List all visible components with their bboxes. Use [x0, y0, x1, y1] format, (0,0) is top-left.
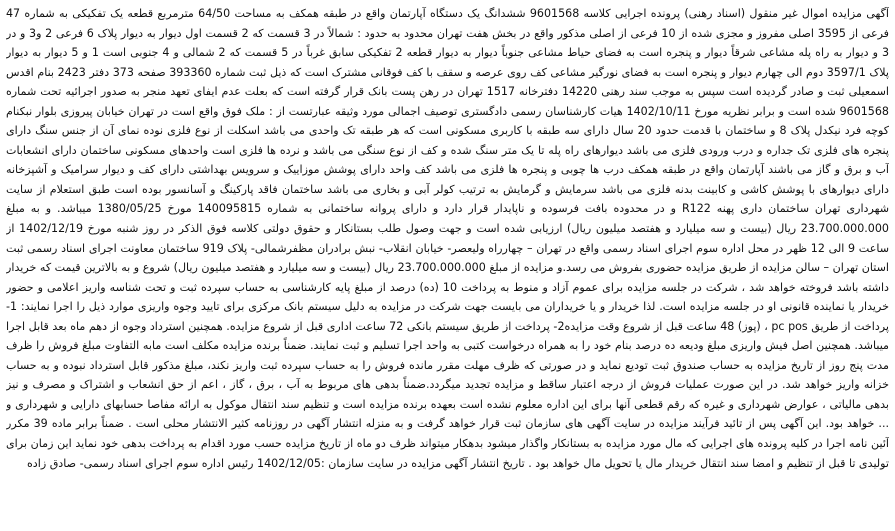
auction-notice-text: آگهی مزایده اموال غیر منقول (اسناد رهنی) پرونده اجرایی کلاسه 9601568 ششدانگ یک دستگاه آپارتمان واقع در طبقه همکف به مساحت 64/50 مترمربع قطعه یک تفکیکی به شماره 47 فرعی از 3595 اصلی مفروز و مجزی شده از 10 فرعی از اصلی مذکور واقع در بخش هفت تهران محدود به حدود : شمالاً در 3 قسمت که 2 قسمت اول دیوار به دیوار پلاک 6 فرعی 2 و3 و در 3 و دیوار به راه پله مشاعی شرقاً دیوار و پنجره است به فضای حیاط مشاعی جنوباً دیوار به دیوار قطعه 2 تفکیکی سابق غرباً در 5 قسمت که 2 شمالی و 4 جنوبی است 1 و 5 دیوار به دیوار پلاک 3597/1 دوم الی چهارم دیوار و پنجره است به فضای نورگیر مشاعی کف روی عرصه و سقف با کف فوقانی مشترک است که ذیل ثبت شماره 393360 صفحه 373 دفتر 2423 بنام اقدس اسمعیلی ثبت و صادر گردیده است سپس به موجب سند رهنی 14220 دفترخانه 1517 تهران در رهن پست بانک قرار گرفته است که بعلت عدم ایفای تعهد منجر به صدور اجرائیه تحت شماره 9601568 شده است و برابر نظریه مورخ 1402/10/11 هیات کارشناسان رسمی دادگستری توصیف اجمالی مورد وثیقه عبارتست از : ملک فوق واقع است در تهران خیابان پیروزی بلوار نبکنام کوچه فرد نیکدل پلاک 8 و ساختمان با قدمت حدود 20 سال دارای سه طبقه با کاربری مسکونی است که هر طبقه تک واحدی می باشد اسکلت از نوع فلزی نوده نمای آن از جنس سنگ دارای پنجره های فلزی تک جداره و درب ورودی فلزی می باشد دیوارهای راه پله تا یک متر سنگ شده و کف از نوع سنگی می باشد و نرده ها فلزی است واحدهای مسکونی ساختمان دارای انشعابات آب و برق و گاز می باشند آپارتمان واقع در طبقه همکف درب ها چوبی و پنجره ها فلزی می باشد کف واحد دارای پوشش موزاییک و سرویس بهداشتی دارای کف و دیوار سرامیک و آشپزخانه دارای دیوارهای با پوشش کاشی و کابینت بدنه فلزی می باشد سرمایش و گرمایش به ترتیب کولر آبی و بخاری می باشد ساختمان فاقد پارکینگ و آسانسور بوده است طبق استعلام از سایت شهرداری تهران ساختمان داری پهنه R122 و در محدوده بافت فرسوده و ناپایدار قرار دارد و دارای پروانه ساختمانی به شماره 140095815 مورخ 1380/05/25 میباشد. و به مبلغ 23.700.000.000 ریال (بیست و سه میلیارد و هفتصد میلیون ریال) ارزیابی شده است و جهت وصول طلب بستانکار و حقوق دولتی کلاسه فوق الذکر در روز شنبه مورخ 1402/12/19 از ساعت 9 الی 12 ظهر در محل اداره سوم اجرای اسناد رسمی واقع در تهران – چهارراه ولیعصر- خیابان انقلاب- نبش برادران مظفرشمالی- پلاک 919 ساختمان معاونت اجرای اسناد رسمی ثبت استان تهران – سالن مزایده از طریق مزایده حضوری بفروش می رسد.و مزایده از مبلغ 23.700.000.000 ریال (بیست و سه میلیارد و هفتصد میلیون ریال) شروع و به بالاترین قیمت که خریدار داشته باشد فروخته خواهد شد ، شرکت در جلسه مزایده برای عموم آزاد و منوط به پرداخت 10 (ده) درصد از مبلغ پایه کارشناسی به حساب سپرده ثبت و تحت شناسه واریز اعلامی و حضور خریدار یا نماینده قانونی او در جلسه مزایده است. لذا خریدار و یا خریداران می بایست جهت شرکت در مزایده به دلیل سیستم بانک مرکزی برای تایید وجوه واریزی موارد ذیل را اجرا نمایند: 1- پرداخت از طریق pc pos ، (پوز) 48 ساعت قبل از شروع وقت مزایده2- پرداخت از طریق سیستم بانکی 72 ساعت اداری قبل از شروع مزایده. همچنین استرداد وجوه از دهم ماه بعد قابل اجرا میباشد. همچنین اصل فیش واریزی مبلغ ودیعه ده درصد بنام خود را به همراه درخواست کتبی به واحد اجرا تسلیم و ثبت نمایند. ضمناً برنده مزایده مکلف است مابه التفاوت مبلغ فروش را ظرف مدت پنج روز از تاریخ مزایده به حساب صندوق ثبت تودیع نماید و در صورتی که ظرف مهلت مقرر مانده فروش را به حساب سپرده ثبت واریز نکند، مبلغ مذکور قابل استرداد نبوده و به حساب خزانه واریز خواهد شد. در این صورت عملیات فروش از درجه اعتبار ساقط و مزایده تجدید میگردد.ضمناً بدهی های مربوط به آب ، برق ، گاز ، اعم از حق انشعاب و اشتراک و مصرف و نیز بدهی مالیاتی ، عوارض شهرداری و غیره که رقم قطعی آنها برای این اداره معلوم نشده است بعهده برنده مزایده است و تنظیم سند انتقال موکول به ارائه مفاصا حسابهای دارایی و شهرداری و ... خواهد بود. این آگهی پس از تائید فرآیند مزایده در سایت آگهی های سازمان ثبت قرار خواهد گرفت و به منزله انتشار آگهی در روزنامه کثیر الانتشار محلی است . ضمناً برابر ماده 39 مکرر آئین نامه اجرا در کلیه پرونده های اجرایی که مال مورد مزایده به بستانکار واگذار میشود بدهکار میتواند ظرف دو ماه از تاریخ مزایده حسب مورد اقدام به پرداخت بدهی خود نماید این زمان برای تولیدی تا قبل از تنظیم و امضا سند انتقال خریدار مال یا تحویل مال خواهد بود . تاریخ انتشار آگهی مزایده در سایت سازمان :1402/12/05 رئیس اداره سوم اجرای اسناد رسمی- صادق زاده: [6, 7, 889, 470]
auction-notice: [6, 4, 889, 527]
